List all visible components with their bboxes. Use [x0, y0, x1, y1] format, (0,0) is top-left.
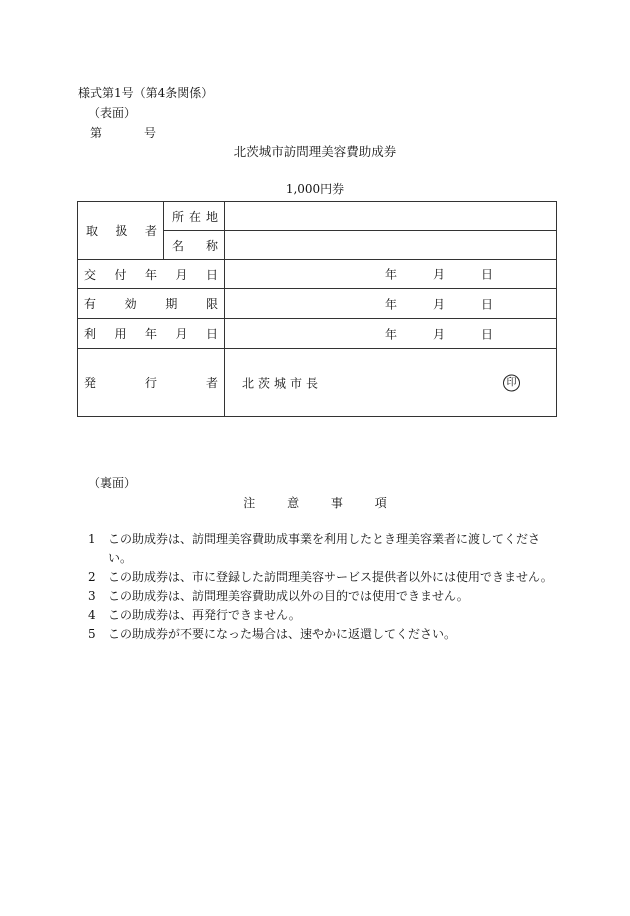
issuer-row [78, 349, 557, 417]
notice-item: 1 この助成券は、訪問理美容費助成事業を利用したとき理美容業者に渡してください。 [88, 532, 541, 565]
issue-date-row [78, 260, 557, 289]
validity-label: 有 効 期 限 [78, 289, 225, 319]
form-label: 様式第1号（第4条関係） [78, 86, 214, 100]
voucher-table [77, 201, 557, 417]
address-value-field[interactable] [225, 202, 557, 231]
front-side-label: （表面） [88, 106, 137, 120]
issuer-label: 発 行 者 [78, 349, 225, 417]
notice-item: 2 この助成券は、市に登録した訪問理美容サービス提供者以外には使用できません。 [88, 570, 553, 584]
voucher-title: 北茨城市訪問理美容費助成券 [233, 144, 397, 159]
validity-date-field[interactable]: 年 月 日 [225, 289, 557, 319]
notice-heading: 注 意 事 項 [243, 496, 387, 510]
voucher-denomination: 1,000円券 [285, 182, 345, 196]
voucher-number-line [90, 124, 156, 141]
back-side-label: （裏面） [88, 476, 137, 490]
number-prefix: 第 [90, 126, 103, 140]
issue-date-field[interactable]: 年 月 日 [225, 260, 557, 289]
name-label-cell: 名 称 [164, 231, 225, 260]
name-value-field[interactable] [225, 231, 557, 260]
number-suffix: 号 [144, 126, 157, 140]
address-label-cell: 所 在 地 [164, 202, 225, 231]
seal-stamp: 印 [503, 374, 520, 391]
notice-item: 4 この助成券は、再発行できません。 [88, 608, 301, 622]
notice-item: 5 この助成券が不要になった場合は、速やかに返還してください。 [88, 627, 457, 641]
issuer-name: 北茨城市長 [242, 376, 323, 390]
handler-label-cell: 取 扱 者 [78, 202, 164, 260]
notice-item: 3 この助成券は、訪問理美容費助成以外の目的では使用できません。 [88, 589, 469, 603]
issuer-value-cell [225, 349, 557, 417]
issue-date-label: 交 付 年 月 日 [78, 260, 225, 289]
use-date-field[interactable]: 年 月 日 [225, 319, 557, 349]
validity-row [78, 289, 557, 319]
use-date-row [78, 319, 557, 349]
use-date-label: 利 用 年 月 日 [78, 319, 225, 349]
notice-list [88, 530, 558, 644]
